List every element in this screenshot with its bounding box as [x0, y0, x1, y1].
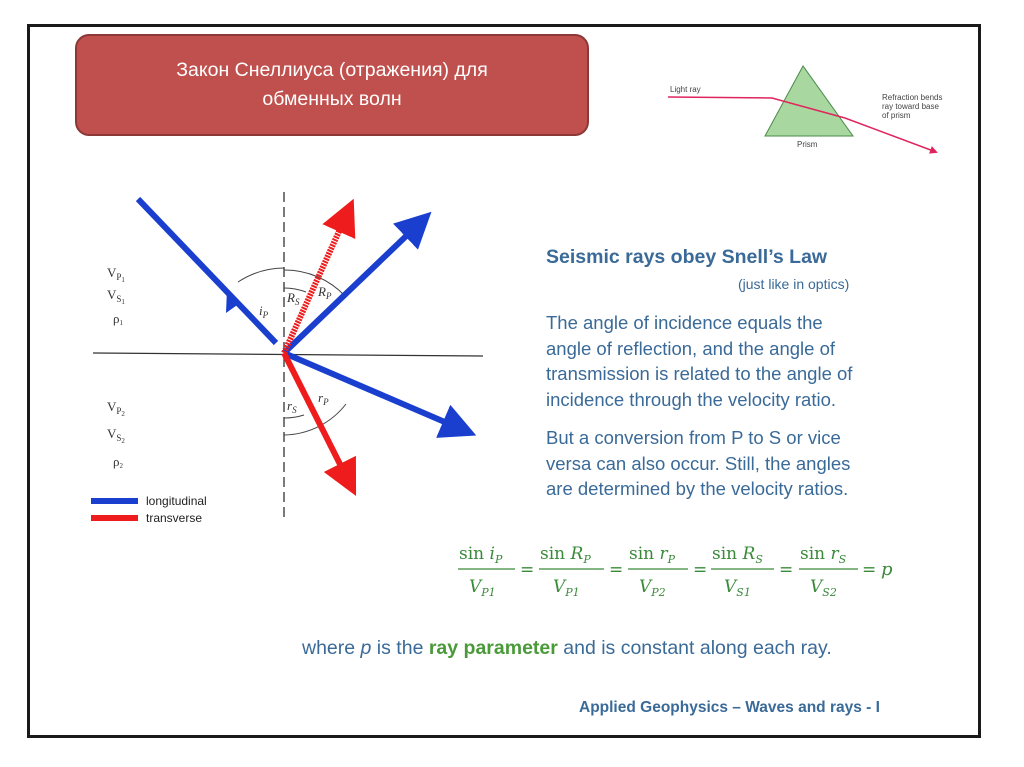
svg-text:sin rS: $\sin r_S$ — [800, 544, 847, 566]
svg-text:VP2: $V_{P2}$ — [639, 577, 666, 599]
lower-vs-label: $V_S2$ — [107, 426, 125, 445]
upper-vs-label: $V_S1$ — [107, 287, 125, 306]
slide-footer: Applied Geophysics – Waves and rays - I — [579, 699, 880, 716]
note-p: p — [360, 637, 372, 659]
reflected-p-ray — [284, 218, 425, 353]
equals-5: = — [862, 560, 877, 580]
refraction-note-3: of prism — [882, 111, 911, 120]
note-mid: is the — [371, 637, 429, 659]
equals-4: = — [779, 560, 794, 580]
svg-text:VP1: $V_{P1}$ — [553, 577, 580, 599]
angle-rp-upper-label: $R_P$ — [318, 284, 332, 301]
upper-rho-label: ρ1 — [113, 311, 123, 327]
paragraph-2-line-2: versa can also occur. Still, the angles — [546, 452, 851, 474]
paragraph-2-line-1: But a conversion from P to S or vice — [546, 427, 841, 448]
paragraph-2 — [546, 425, 850, 502]
angle-arc-rs-lower — [284, 415, 304, 418]
svg-text:VS2: $V_{S2}$ — [810, 577, 837, 599]
paragraph-1-line-3: transmission is related to the angle of — [546, 363, 853, 384]
paragraph-1-line-4: incidence through the velocity ratio. — [546, 388, 837, 410]
svg-text:VP1: $V_{P1}$ — [469, 577, 496, 599]
ray-parameter-symbol: p — [881, 559, 893, 580]
light-ray-label: Light ray — [670, 85, 701, 94]
incident-p-arrow — [226, 289, 240, 313]
angle-arc-ip — [238, 268, 284, 282]
ray-diagram — [91, 192, 483, 525]
svg-text:sin RP: $\sin R_P$ — [540, 544, 591, 566]
title-line-1: Закон Снеллиуса (отражения) для — [176, 59, 488, 81]
angle-rs-lower-label: $r_S$ — [287, 398, 297, 415]
note-suffix: and is constant along each ray. — [557, 637, 832, 659]
equals-2: = — [609, 560, 624, 580]
fraction-5 — [799, 544, 858, 599]
transmitted-s-ray — [284, 353, 352, 488]
lower-vp-label: $V_P2$ — [107, 399, 125, 418]
upper-vp-label: $V_P1$ — [107, 265, 125, 284]
section-heading: Seismic rays obey Snell’s Law — [546, 246, 828, 268]
fraction-2 — [539, 544, 604, 599]
incident-p-ray — [138, 199, 276, 343]
equals-1: = — [520, 560, 535, 580]
equals-3: = — [693, 560, 708, 580]
reflected-s-ray — [284, 207, 350, 353]
legend-longitudinal-label: longitudinal — [146, 494, 207, 508]
paragraph-1-line-1: The angle of incidence equals the — [546, 312, 823, 333]
angle-ip-label: $i_P$ — [259, 303, 269, 320]
svg-text:sin RS: $\sin R_S$ — [712, 544, 763, 566]
legend-transverse-label: transverse — [146, 511, 203, 525]
svg-text:sin iP: $\sin i_P$ — [459, 544, 503, 566]
prism-figure — [668, 66, 942, 152]
prism-triangle — [765, 66, 853, 136]
fraction-3 — [628, 544, 688, 599]
note-term: ray parameter — [428, 637, 558, 659]
angle-rp-lower-label: $r_P$ — [318, 390, 329, 407]
refraction-note-1: Refraction bends — [882, 93, 943, 102]
fraction-1 — [458, 544, 515, 599]
note-prefix: where — [302, 637, 361, 659]
paragraph-2-line-3: are determined by the velocity ratios. — [546, 478, 849, 499]
paragraph-1 — [546, 310, 852, 412]
snell-equation — [458, 544, 893, 599]
fraction-4 — [711, 544, 774, 599]
title-line-2: обменных волн — [262, 88, 402, 110]
ray-parameter-note — [302, 637, 832, 660]
section-subheading: (just like in optics) — [738, 276, 850, 292]
transmitted-p-ray — [284, 353, 468, 432]
svg-text:sin rP: $\sin r_P$ — [629, 544, 676, 566]
lower-rho-label: ρ2 — [113, 454, 123, 470]
refraction-note-2: ray toward base — [882, 102, 939, 111]
prism-label: Prism — [797, 140, 818, 149]
angle-rs-upper-label: $R_S$ — [287, 290, 300, 307]
paragraph-1-line-2: angle of reflection, and the angle of — [546, 337, 836, 359]
svg-text:VS1: $V_{S1}$ — [724, 577, 751, 599]
